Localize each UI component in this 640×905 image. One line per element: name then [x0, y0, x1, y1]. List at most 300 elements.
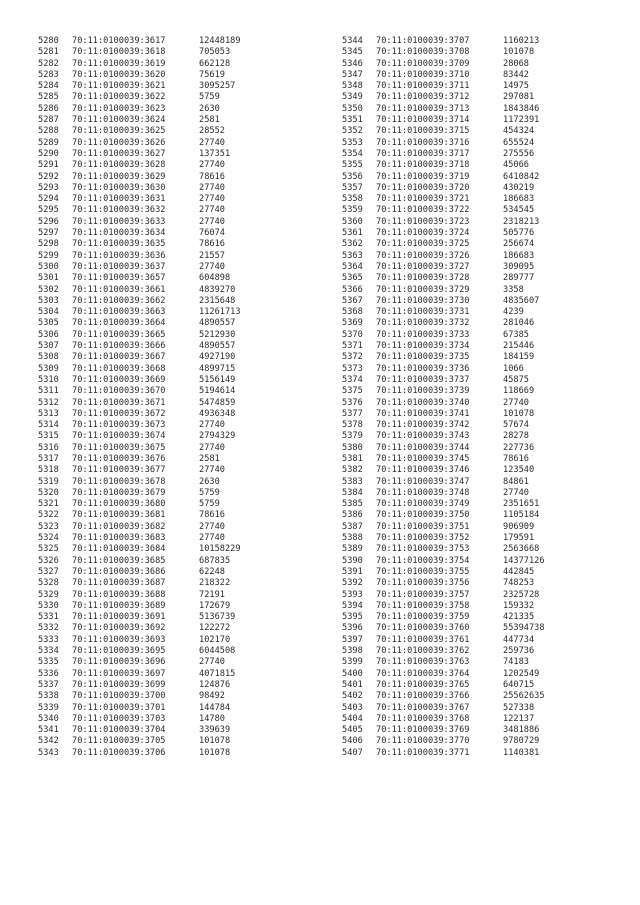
record-line: [342, 635, 545, 646]
record-line: [342, 736, 545, 747]
record-line: [342, 262, 545, 273]
cadastral-number: 70:11:0100039:3689: [72, 600, 166, 611]
record-number: 5393: [342, 589, 363, 600]
record-line: [38, 251, 241, 262]
record-number: 5283: [38, 69, 59, 80]
record-number: 5295: [38, 205, 59, 216]
cadastral-number: 70:11:0100039:3732: [376, 318, 470, 329]
record-number: 5374: [342, 374, 363, 385]
record-value: 10158229: [199, 544, 241, 555]
cadastral-number: 70:11:0100039:3683: [72, 533, 166, 544]
record-value: 74183: [503, 657, 529, 668]
record-line: [342, 104, 545, 115]
cadastral-number: 70:11:0100039:3681: [72, 510, 166, 521]
left-column: [38, 36, 241, 759]
record-value: 4936348: [199, 408, 236, 419]
cadastral-number: 70:11:0100039:3736: [376, 363, 470, 374]
record-number: 5302: [38, 284, 59, 295]
cadastral-number: 70:11:0100039:3740: [376, 397, 470, 408]
record-line: [342, 657, 545, 668]
record-number: 5345: [342, 47, 363, 58]
record-number: 5346: [342, 58, 363, 69]
cadastral-number: 70:11:0100039:3685: [72, 555, 166, 566]
record-number: 5318: [38, 465, 59, 476]
cadastral-number: 70:11:0100039:3627: [72, 148, 166, 159]
record-value: 662128: [199, 58, 231, 69]
record-line: [342, 205, 545, 216]
record-value: 27740: [199, 465, 225, 476]
cadastral-number: 70:11:0100039:3625: [72, 126, 166, 137]
record-line: [38, 296, 241, 307]
record-line: [342, 307, 545, 318]
record-line: [38, 725, 241, 736]
record-line: [342, 70, 545, 81]
cadastral-number: 70:11:0100039:3661: [72, 284, 166, 295]
cadastral-number: 70:11:0100039:3716: [376, 137, 470, 148]
record-number: 5341: [38, 725, 59, 736]
record-number: 5320: [38, 487, 59, 498]
record-line: [38, 420, 241, 431]
cadastral-number: 70:11:0100039:3767: [376, 702, 470, 713]
record-value: 28068: [503, 58, 529, 69]
record-value: 5212930: [199, 329, 236, 340]
record-line: [342, 533, 545, 544]
record-line: [38, 556, 241, 567]
cadastral-number: 70:11:0100039:3724: [376, 228, 470, 239]
record-value: 339639: [199, 725, 231, 736]
record-value: 101078: [503, 47, 535, 58]
record-value: 186683: [503, 250, 535, 261]
record-value: 27740: [199, 137, 225, 148]
cadastral-number: 70:11:0100039:3705: [72, 736, 166, 747]
cadastral-number: 70:11:0100039:3709: [376, 58, 470, 69]
record-line: [38, 59, 241, 70]
cadastral-number: 70:11:0100039:3755: [376, 566, 470, 577]
record-value: 84861: [503, 476, 529, 487]
cadastral-number: 70:11:0100039:3733: [376, 329, 470, 340]
record-value: 62248: [199, 566, 225, 577]
record-value: 2325728: [503, 589, 540, 600]
right-column: [342, 36, 545, 759]
record-number: 5370: [342, 329, 363, 340]
record-line: [38, 590, 241, 601]
cadastral-number: 70:11:0100039:3750: [376, 510, 470, 521]
record-line: [342, 669, 545, 680]
record-number: 5326: [38, 555, 59, 566]
record-number: 5336: [38, 668, 59, 679]
cadastral-number: 70:11:0100039:3626: [72, 137, 166, 148]
record-number: 5317: [38, 453, 59, 464]
record-line: [38, 307, 241, 318]
record-line: [342, 623, 545, 634]
record-value: 27740: [199, 442, 225, 453]
record-number: 5288: [38, 126, 59, 137]
record-number: 5287: [38, 115, 59, 126]
record-number: 5308: [38, 352, 59, 363]
record-value: 4890557: [199, 318, 236, 329]
cadastral-number: 70:11:0100039:3687: [72, 578, 166, 589]
record-line: [38, 680, 241, 691]
cadastral-number: 70:11:0100039:3756: [376, 578, 470, 589]
cadastral-number: 70:11:0100039:3715: [376, 126, 470, 137]
record-value: 2563668: [503, 544, 540, 555]
record-value: 75619: [199, 69, 225, 80]
cadastral-number: 70:11:0100039:3737: [376, 374, 470, 385]
record-number: 5312: [38, 397, 59, 408]
record-value: 184159: [503, 352, 535, 363]
record-value: 5156149: [199, 374, 236, 385]
record-number: 5316: [38, 442, 59, 453]
record-number: 5319: [38, 476, 59, 487]
record-value: 14780: [199, 713, 225, 724]
record-line: [342, 36, 545, 47]
record-line: [342, 465, 545, 476]
record-number: 5365: [342, 273, 363, 284]
cadastral-number: 70:11:0100039:3636: [72, 250, 166, 261]
record-line: [38, 488, 241, 499]
record-number: 5351: [342, 115, 363, 126]
cadastral-number: 70:11:0100039:3630: [72, 182, 166, 193]
record-number: 5292: [38, 171, 59, 182]
record-value: 1105184: [503, 510, 540, 521]
cadastral-number: 70:11:0100039:3673: [72, 420, 166, 431]
record-value: 122137: [503, 713, 535, 724]
record-line: [38, 477, 241, 488]
cadastral-number: 70:11:0100039:3730: [376, 295, 470, 306]
cadastral-number: 70:11:0100039:3727: [376, 261, 470, 272]
cadastral-number: 70:11:0100039:3721: [376, 194, 470, 205]
cadastral-number: 70:11:0100039:3728: [376, 273, 470, 284]
record-line: [342, 680, 545, 691]
record-number: 5406: [342, 736, 363, 747]
record-value: 4839270: [199, 284, 236, 295]
cadastral-number: 70:11:0100039:3751: [376, 521, 470, 532]
cadastral-number: 70:11:0100039:3764: [376, 668, 470, 679]
cadastral-number: 70:11:0100039:3771: [376, 747, 470, 758]
cadastral-number: 70:11:0100039:3757: [376, 589, 470, 600]
record-value: 6410842: [503, 171, 540, 182]
record-value: 1202549: [503, 668, 540, 679]
record-line: [38, 748, 241, 759]
record-line: [342, 544, 545, 555]
record-line: [342, 556, 545, 567]
cadastral-number: 70:11:0100039:3671: [72, 397, 166, 408]
record-value: 297081: [503, 92, 535, 103]
record-value: 102170: [199, 634, 231, 645]
record-value: 28552: [199, 126, 225, 137]
cadastral-number: 70:11:0100039:3762: [376, 646, 470, 657]
cadastral-number: 70:11:0100039:3623: [72, 103, 166, 114]
record-value: 14377126: [503, 555, 545, 566]
record-line: [342, 714, 545, 725]
record-line: [38, 47, 241, 58]
record-line: [342, 364, 545, 375]
record-value: 5136739: [199, 612, 236, 623]
record-value: 27740: [199, 420, 225, 431]
cadastral-number: 70:11:0100039:3753: [376, 544, 470, 555]
cadastral-number: 70:11:0100039:3752: [376, 533, 470, 544]
record-value: 6044508: [199, 646, 236, 657]
cadastral-number: 70:11:0100039:3754: [376, 555, 470, 566]
record-number: 5362: [342, 239, 363, 250]
record-line: [38, 646, 241, 657]
record-value: 14975: [503, 81, 529, 92]
record-number: 5384: [342, 487, 363, 498]
record-value: 3358: [503, 284, 524, 295]
record-line: [38, 36, 241, 47]
record-value: 1172391: [503, 115, 540, 126]
record-value: 2581: [199, 115, 220, 126]
record-number: 5399: [342, 657, 363, 668]
record-line: [38, 341, 241, 352]
record-number: 5305: [38, 318, 59, 329]
record-number: 5350: [342, 103, 363, 114]
record-line: [38, 138, 241, 149]
record-number: 5348: [342, 81, 363, 92]
record-number: 5322: [38, 510, 59, 521]
record-number: 5383: [342, 476, 363, 487]
record-value: 98492: [199, 691, 225, 702]
record-number: 5311: [38, 386, 59, 397]
record-number: 5289: [38, 137, 59, 148]
cadastral-number: 70:11:0100039:3668: [72, 363, 166, 374]
record-value: 186683: [503, 194, 535, 205]
record-line: [342, 499, 545, 510]
record-value: 5759: [199, 487, 220, 498]
record-line: [342, 522, 545, 533]
cadastral-number: 70:11:0100039:3749: [376, 499, 470, 510]
cadastral-number: 70:11:0100039:3770: [376, 736, 470, 747]
record-value: 2315648: [199, 295, 236, 306]
record-number: 5299: [38, 250, 59, 261]
cadastral-number: 70:11:0100039:3691: [72, 612, 166, 623]
record-line: [38, 736, 241, 747]
record-value: 4239: [503, 307, 524, 318]
record-value: 2630: [199, 103, 220, 114]
record-value: 227736: [503, 442, 535, 453]
record-value: 281046: [503, 318, 535, 329]
cadastral-number: 70:11:0100039:3628: [72, 160, 166, 171]
record-number: 5353: [342, 137, 363, 148]
record-number: 5332: [38, 623, 59, 634]
record-value: 215446: [503, 341, 535, 352]
record-value: 27740: [199, 521, 225, 532]
record-number: 5334: [38, 646, 59, 657]
record-line: [38, 160, 241, 171]
cadastral-number: 70:11:0100039:3725: [376, 239, 470, 250]
record-line: [342, 477, 545, 488]
record-line: [38, 386, 241, 397]
record-number: 5363: [342, 250, 363, 261]
record-number: 5375: [342, 386, 363, 397]
record-number: 5380: [342, 442, 363, 453]
cadastral-number: 70:11:0100039:3718: [376, 160, 470, 171]
record-line: [342, 590, 545, 601]
record-value: 2351651: [503, 499, 540, 510]
record-number: 5368: [342, 307, 363, 318]
record-number: 5313: [38, 408, 59, 419]
cadastral-number: 70:11:0100039:3720: [376, 182, 470, 193]
record-number: 5382: [342, 465, 363, 476]
record-line: [342, 510, 545, 521]
cadastral-number: 70:11:0100039:3662: [72, 295, 166, 306]
record-value: 748253: [503, 578, 535, 589]
record-number: 5355: [342, 160, 363, 171]
record-number: 5396: [342, 623, 363, 634]
record-value: 2630: [199, 476, 220, 487]
record-value: 4899715: [199, 363, 236, 374]
record-number: 5386: [342, 510, 363, 521]
record-number: 5358: [342, 194, 363, 205]
record-value: 78616: [199, 510, 225, 521]
record-value: 655524: [503, 137, 535, 148]
record-number: 5315: [38, 431, 59, 442]
cadastral-number: 70:11:0100039:3629: [72, 171, 166, 182]
record-value: 1160213: [503, 36, 540, 46]
record-value: 57674: [503, 420, 529, 431]
record-line: [38, 510, 241, 521]
record-line: [342, 646, 545, 657]
record-value: 159332: [503, 600, 535, 611]
record-line: [38, 285, 241, 296]
record-line: [342, 409, 545, 420]
cadastral-number: 70:11:0100039:3688: [72, 589, 166, 600]
record-value: 421335: [503, 612, 535, 623]
record-value: 27740: [199, 216, 225, 227]
record-number: 5367: [342, 295, 363, 306]
record-value: 144784: [199, 702, 231, 713]
record-line: [38, 431, 241, 442]
record-value: 11261713: [199, 307, 241, 318]
record-value: 27740: [503, 487, 529, 498]
record-number: 5324: [38, 533, 59, 544]
record-value: 442845: [503, 566, 535, 577]
record-line: [342, 149, 545, 160]
record-number: 5389: [342, 544, 363, 555]
record-line: [38, 612, 241, 623]
record-value: 27740: [199, 261, 225, 272]
record-line: [342, 352, 545, 363]
record-value: 289777: [503, 273, 535, 284]
cadastral-number: 70:11:0100039:3712: [376, 92, 470, 103]
record-number: 5330: [38, 600, 59, 611]
record-number: 5401: [342, 679, 363, 690]
record-number: 5290: [38, 148, 59, 159]
record-line: [38, 623, 241, 634]
record-number: 5294: [38, 194, 59, 205]
record-value: 27740: [199, 160, 225, 171]
record-number: 5327: [38, 566, 59, 577]
record-number: 5331: [38, 612, 59, 623]
cadastral-number: 70:11:0100039:3731: [376, 307, 470, 318]
record-value: 4927190: [199, 352, 236, 363]
record-number: 5378: [342, 420, 363, 431]
record-value: 27740: [503, 397, 529, 408]
cadastral-number: 70:11:0100039:3768: [376, 713, 470, 724]
record-line: [38, 703, 241, 714]
record-line: [342, 217, 545, 228]
cadastral-number: 70:11:0100039:3664: [72, 318, 166, 329]
record-value: 27740: [199, 205, 225, 216]
record-line: [38, 657, 241, 668]
record-value: 259736: [503, 646, 535, 657]
cadastral-number: 70:11:0100039:3672: [72, 408, 166, 419]
record-value: 2794329: [199, 431, 236, 442]
cadastral-number: 70:11:0100039:3748: [376, 487, 470, 498]
record-number: 5325: [38, 544, 59, 555]
record-number: 5407: [342, 747, 363, 758]
record-line: [38, 409, 241, 420]
record-number: 5359: [342, 205, 363, 216]
record-value: 45066: [503, 160, 529, 171]
record-value: 1140381: [503, 747, 540, 758]
record-line: [342, 578, 545, 589]
cadastral-number: 70:11:0100039:3729: [376, 284, 470, 295]
record-value: 21557: [199, 250, 225, 261]
record-line: [38, 228, 241, 239]
record-value: 604898: [199, 273, 231, 284]
record-line: [342, 443, 545, 454]
record-line: [342, 703, 545, 714]
cadastral-number: 70:11:0100039:3677: [72, 465, 166, 476]
cadastral-number: 70:11:0100039:3700: [72, 691, 166, 702]
record-number: 5376: [342, 397, 363, 408]
record-line: [38, 465, 241, 476]
cadastral-number: 70:11:0100039:3631: [72, 194, 166, 205]
record-number: 5321: [38, 499, 59, 510]
record-line: [342, 228, 545, 239]
record-line: [342, 285, 545, 296]
record-value: 172679: [199, 600, 231, 611]
record-line: [38, 81, 241, 92]
record-number: 5340: [38, 713, 59, 724]
cadastral-number: 70:11:0100039:3666: [72, 341, 166, 352]
cadastral-number: 70:11:0100039:3701: [72, 702, 166, 713]
record-line: [38, 172, 241, 183]
record-value: 534545: [503, 205, 535, 216]
cadastral-number: 70:11:0100039:3743: [376, 431, 470, 442]
cadastral-number: 70:11:0100039:3669: [72, 374, 166, 385]
cadastral-number: 70:11:0100039:3739: [376, 386, 470, 397]
record-line: [342, 126, 545, 137]
record-number: 5372: [342, 352, 363, 363]
record-number: 5405: [342, 725, 363, 736]
record-number: 5379: [342, 431, 363, 442]
record-number: 5291: [38, 160, 59, 171]
cadastral-number: 70:11:0100039:3704: [72, 725, 166, 736]
cadastral-number: 70:11:0100039:3632: [72, 205, 166, 216]
record-number: 5402: [342, 691, 363, 702]
record-line: [342, 725, 545, 736]
record-value: 218322: [199, 578, 231, 589]
record-line: [38, 669, 241, 680]
record-number: 5285: [38, 92, 59, 103]
cadastral-number: 70:11:0100039:3722: [376, 205, 470, 216]
record-line: [342, 194, 545, 205]
record-number: 5394: [342, 600, 363, 611]
record-number: 5390: [342, 555, 363, 566]
cadastral-number: 70:11:0100039:3723: [376, 216, 470, 227]
record-line: [342, 115, 545, 126]
record-number: 5387: [342, 521, 363, 532]
record-line: [38, 714, 241, 725]
record-number: 5338: [38, 691, 59, 702]
record-number: 5339: [38, 702, 59, 713]
record-number: 5349: [342, 92, 363, 103]
record-number: 5281: [38, 47, 59, 58]
record-line: [342, 398, 545, 409]
record-line: [342, 47, 545, 58]
